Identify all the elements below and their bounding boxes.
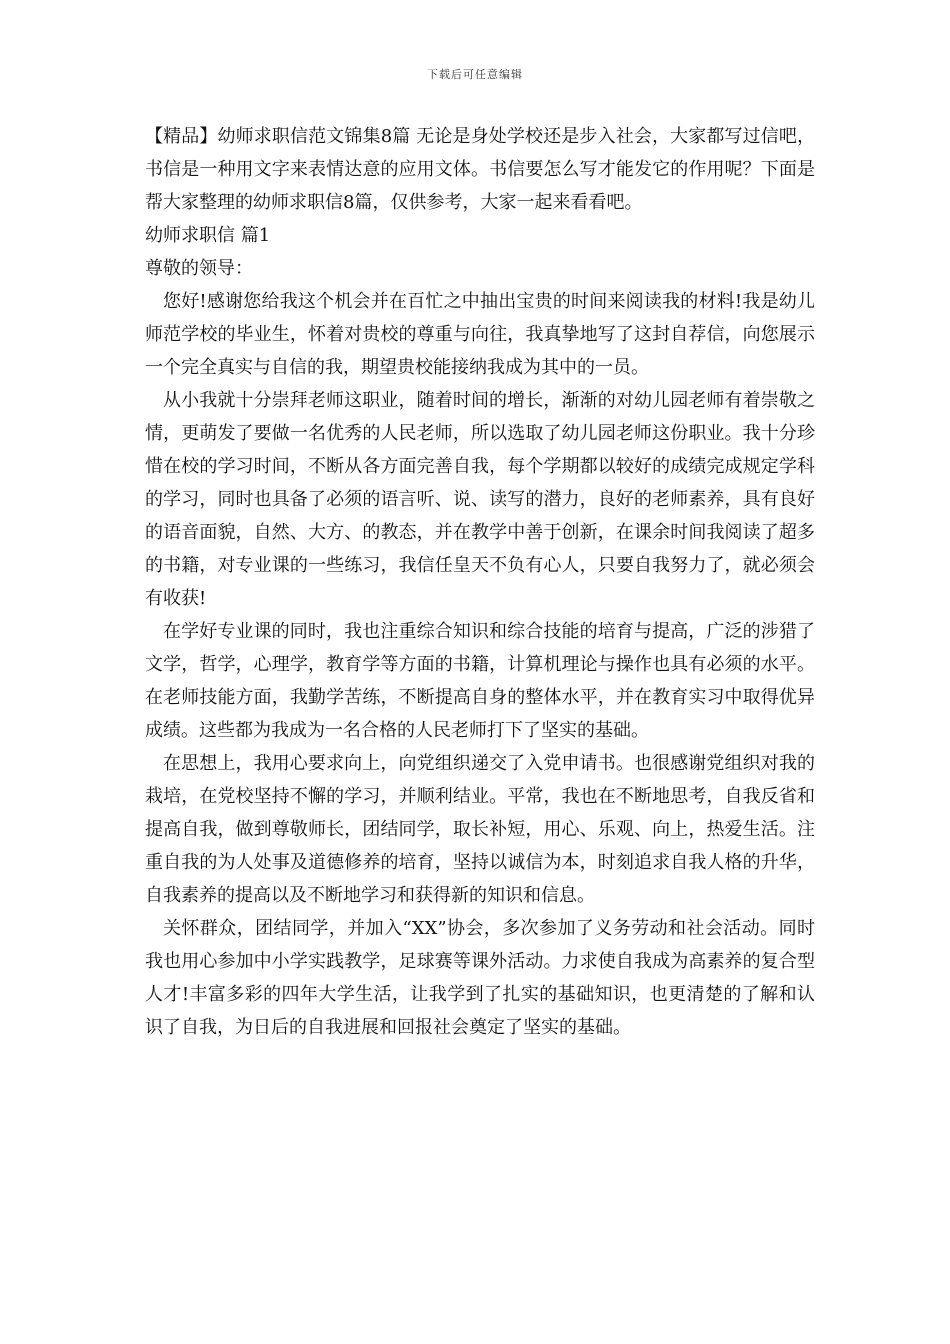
body-paragraph: 从小我就十分崇拜老师这职业，随着时间的增长，渐渐的对幼儿园老师有着崇敬之情，更萌发了要做一名优秀的人民老师，所以选取了幼儿园老师这份职业。我十分珍惜在校的学习时间，不断从各方面完善自我，每个学期都以较好的成绩完成规定学科的学习，同时也具备了必须的语言听、说、读写的潜力，良好的老师素养，具有良好的语音面貌，自然、大方、的教态，并在教学中善于创新，在课余时间我阅读了超多的书籍，对专业课的一些练习，我信任皇天不负有心人，只要自我努力了，就必须会有收获!	[145, 390, 815, 609]
body-paragraph: 您好!感谢您给我这个机会并在百忙之中抽出宝贵的时间来阅读我的材料!我是幼儿师范学校的毕业生，怀着对贵校的尊重与向往，我真挚地写了这封自荐信，向您展示一个完全真实与自信的我，期望贵校能接纳我成为其中的一员。	[145, 291, 815, 378]
body-paragraph: 在学好专业课的同时，我也注重综合知识和综合技能的培育与提高，广泛的涉猎了文学，哲学，心理学，教育学等方面的书籍，计算机理论与操作也具有必须的水平。在老师技能方面，我勤学苦练，不断提高自身的整体水平，并在教育实习中取得优异成绩。这些都为我成为一名合格的人民老师打下了坚实的基础。	[145, 621, 815, 741]
intro-paragraph: 【精品】幼师求职信范文锦集8篇 无论是身处学校还是步入社会，大家都写过信吧，书信是一种用文字来表情达意的应用文体。书信要怎么写才能发它的作用呢？下面是帮大家整理的幼师求职信8篇，仅供参考，大家一起来看看吧。	[145, 126, 815, 213]
document-body	[145, 120, 815, 1044]
body-paragraph: 关怀群众，团结同学，并加入“XX”协会，多次参加了义务劳动和社会活动。同时我也用心参加中小学实践教学，足球赛等课外活动。力求使自我成为高素养的复合型人才!丰富多彩的四年大学生活，让我学到了扎实的基础知识，也更清楚的了解和认识了自我，为日后的自我进展和回报社会奠定了坚实的基础。	[145, 918, 815, 1038]
body-paragraph: 在思想上，我用心要求向上，向党组织递交了入党申请书。也很感谢党组织对我的栽培，在党校坚持不懈的学习，并顺利结业。平常，我也在不断地思考，自我反省和提高自我，做到尊敬师长，团结同学，取长补短，用心、乐观、向上，热爱生活。注重自我的为人处事及道德修养的培育，坚持以诚信为本，时刻追求自我人格的升华，自我素养的提高以及不断地学习和获得新的知识和信息。	[145, 753, 815, 906]
section-title: 幼师求职信 篇1	[145, 225, 271, 246]
salutation: 尊敬的领导：	[145, 258, 253, 279]
header-note: 下载后可任意编辑	[427, 68, 523, 81]
